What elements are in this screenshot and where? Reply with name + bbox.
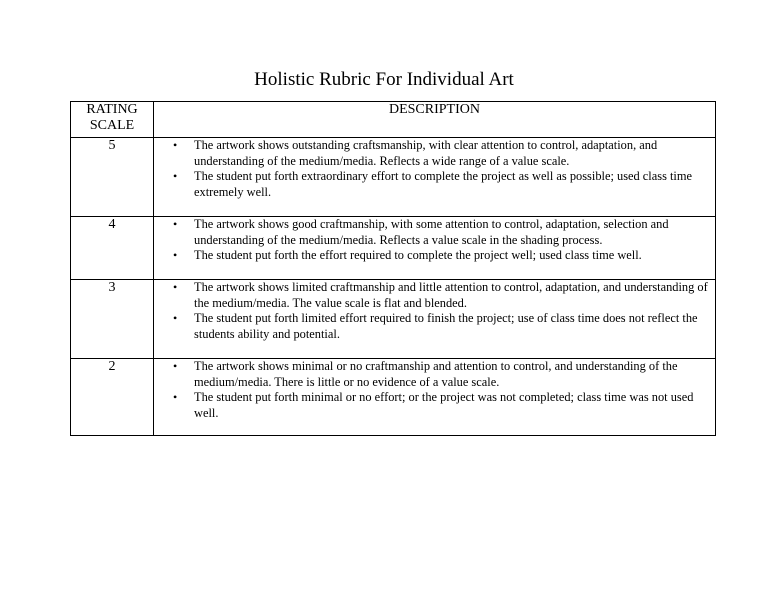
rating-description <box>154 138 716 217</box>
rating-scale-header <box>71 102 154 138</box>
page-title: Holistic Rubric For Individual Art <box>254 69 514 90</box>
bullet-list <box>154 359 715 421</box>
list-item: • The artwork shows minimal or no craftmanship and attention to control, and understanding of the medium/media. There is little or no evidence of a value scale. <box>154 359 715 390</box>
list-item: • The student put forth limited effort required to finish the project; use of class time does not reflect the students ability and potential. <box>154 311 715 342</box>
list-item: • The artwork shows outstanding craftsmanship, with clear attention to control, adaptation, and understanding of the medium/media. Reflects a wide range of a value scale. <box>154 138 715 169</box>
rating-score: 3 <box>71 280 154 359</box>
list-item: • The student put forth the effort required to complete the project well; used class time well. <box>154 248 715 264</box>
bullet-list <box>154 138 715 200</box>
bullet-list <box>154 280 715 342</box>
rating-score: 2 <box>71 359 154 436</box>
rating-description <box>154 359 716 436</box>
rating-score: 5 <box>71 138 154 217</box>
list-item: • The artwork shows good craftmanship, with some attention to control, adaptation, selection and understanding of the medium/media. Reflects a value scale in the shading process. <box>154 217 715 248</box>
table-row <box>71 217 716 280</box>
list-item: • The artwork shows limited craftmanship and little attention to control, adaptation, and understanding of the medium/media. The value scale is flat and blended. <box>154 280 715 311</box>
rating-scale-header-label: RATING SCALE <box>86 102 138 133</box>
rating-score: 4 <box>71 217 154 280</box>
header-row <box>71 102 716 138</box>
list-item: • The student put forth extraordinary effort to complete the project as well as possible; used class time extremely well. <box>154 169 715 200</box>
bullet-list <box>154 217 715 264</box>
table-row <box>71 359 716 436</box>
description-header: DESCRIPTION <box>154 102 716 138</box>
rating-description <box>154 217 716 280</box>
rubric-table <box>70 101 716 436</box>
table-row <box>71 280 716 359</box>
list-item: • The student put forth minimal or no effort; or the project was not completed; class time was not used well. <box>154 390 715 421</box>
rating-description <box>154 280 716 359</box>
table-row <box>71 138 716 217</box>
